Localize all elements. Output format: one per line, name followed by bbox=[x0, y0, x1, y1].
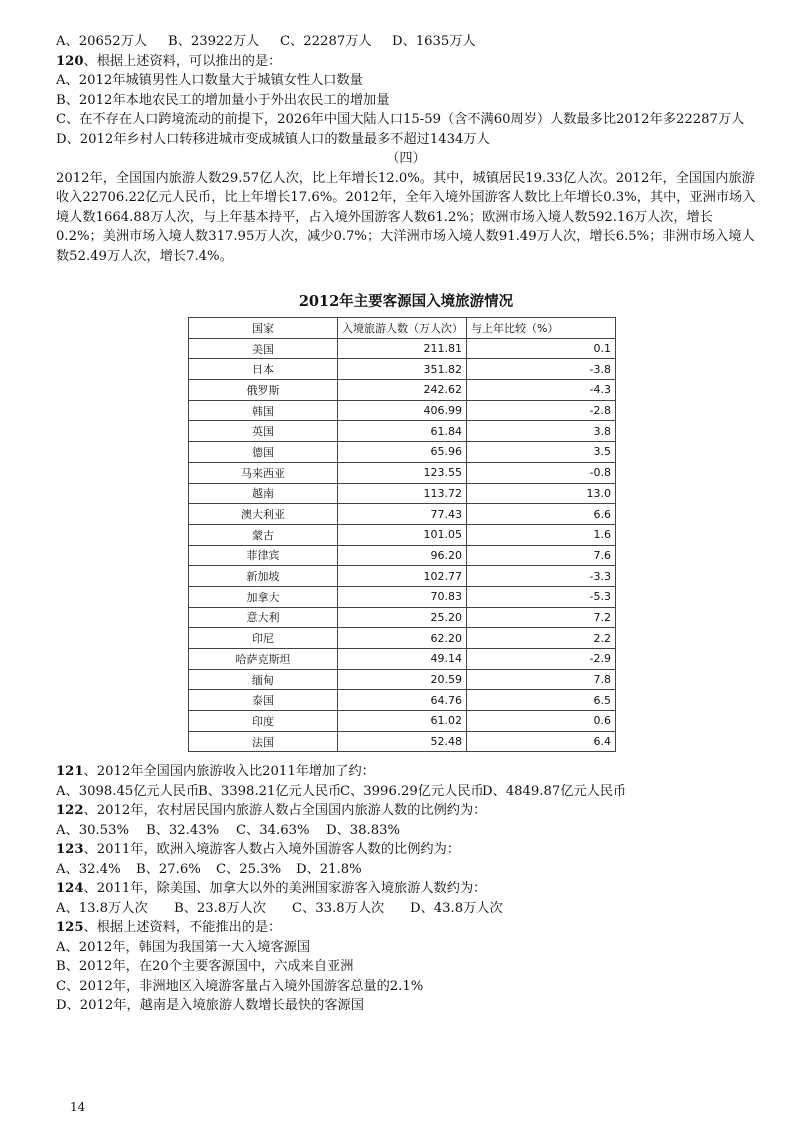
q121-option-a: A、3098.45亿元人民币 bbox=[56, 783, 200, 799]
q125-option-d: D、2012年，越南是入境旅游人数增长最快的客源国 bbox=[56, 998, 364, 1014]
passage: 2012年，全国国内旅游人数29.57亿人次，比上年增长12.0%。其中，城镇居民19.33亿人次。2012年，全国国内旅游收入22706.22亿元人民币，比上年增长17.6%。2012年，全年入境外国游客人数比上年增长0.3%，其中，亚洲市场入境人数1664.88万人次，与上年基本持平，占入境外国游客人数61.2%；欧洲市场入境人数592.16万人次，增长0.2%；美洲市场入境人数317.95万人次，减少0.7%；大洋洲市场入境人数91.49万人次，增长6.5%；非洲市场入境人数52.49万人次，增长7.4%。 bbox=[56, 170, 756, 264]
cell-country: 哈萨克斯坦 bbox=[189, 649, 338, 670]
q120-stem bbox=[56, 52, 756, 72]
q120-option-c: C、在不存在人口跨境流动的前提下，2026年中国大陆人口15-59（含不满60周岁）人数最多比2012年多22287万人 bbox=[56, 112, 745, 127]
q119-option-a: A、20652万人 bbox=[56, 34, 148, 49]
cell-country: 蒙古 bbox=[189, 524, 338, 545]
document-page bbox=[56, 32, 756, 1016]
q119-options bbox=[56, 32, 756, 52]
q125-option-a: A、2012年，韩国为我国第一大入境客源国 bbox=[56, 939, 311, 955]
q122-option-a: A、30.53% bbox=[56, 822, 129, 838]
table-row bbox=[189, 483, 616, 504]
table-row bbox=[189, 338, 616, 359]
cell-change: -5.3 bbox=[467, 586, 616, 607]
q125-stem-text: 、根据上述资料，不能推出的是： bbox=[83, 920, 282, 936]
cell-visitors: 102.77 bbox=[338, 566, 467, 587]
table-row bbox=[189, 711, 616, 732]
q124-option-a: A、13.8万人次 bbox=[56, 900, 148, 916]
inbound-tourism-table bbox=[188, 317, 616, 752]
q123-options bbox=[56, 860, 756, 880]
q125-option-c: C、2012年，非洲地区入境游客量占入境外国游客总量的2.1% bbox=[56, 978, 424, 994]
q121-option-b: B、3398.21亿元人民币 bbox=[198, 783, 342, 799]
table-row bbox=[189, 504, 616, 525]
table-row bbox=[189, 442, 616, 463]
table-title: 2012年主要客源国入境旅游情况 bbox=[298, 293, 514, 310]
cell-visitors: 61.84 bbox=[338, 421, 467, 442]
q120-option-b: B、2012年本地农民工的增加量小于外出农民工的增加量 bbox=[56, 92, 390, 108]
table-row bbox=[189, 380, 616, 401]
cell-change: 2.2 bbox=[467, 628, 616, 649]
cell-visitors: 242.62 bbox=[338, 380, 467, 401]
q122-option-d: D、38.83% bbox=[326, 822, 401, 838]
cell-country: 法国 bbox=[189, 731, 338, 752]
cell-change: 3.8 bbox=[467, 421, 616, 442]
q123-option-b: B、27.6% bbox=[136, 861, 201, 877]
q123-option-a: A、32.4% bbox=[56, 861, 121, 877]
cell-visitors: 77.43 bbox=[338, 504, 467, 525]
q125-stem bbox=[56, 918, 756, 938]
cell-visitors: 61.02 bbox=[338, 711, 467, 732]
q124-option-c: C、33.8万人次 bbox=[292, 900, 385, 916]
cell-visitors: 20.59 bbox=[338, 669, 467, 690]
q123-option-d: D、21.8% bbox=[296, 861, 362, 877]
cell-visitors: 96.20 bbox=[338, 545, 467, 566]
cell-change: 7.8 bbox=[467, 669, 616, 690]
cell-country: 英国 bbox=[189, 421, 338, 442]
q120-option-a: A、2012年城镇男性人口数量大于城镇女性人口数量 bbox=[56, 73, 363, 88]
cell-change: 6.6 bbox=[467, 504, 616, 525]
header-change: 与上年比较（%） bbox=[467, 318, 616, 339]
table-row bbox=[189, 669, 616, 690]
q122-number: 122 bbox=[56, 803, 84, 819]
cell-visitors: 211.81 bbox=[338, 338, 467, 359]
question-list bbox=[56, 762, 756, 918]
q120-option-d: D、2012年乡村人口转移进城市变成城镇人口的数量最多不超过1434万人 bbox=[56, 131, 490, 147]
q124-options bbox=[56, 899, 756, 919]
q121-option-c: C、3996.29亿元人民币 bbox=[340, 783, 484, 799]
q119-option-b: B、23922万人 bbox=[168, 34, 260, 49]
cell-visitors: 123.55 bbox=[338, 462, 467, 483]
q123-number: 123 bbox=[56, 842, 84, 858]
cell-country: 缅甸 bbox=[189, 669, 338, 690]
q121-number: 121 bbox=[56, 764, 84, 780]
q120-stem-text: 、根据上述资料，可以推出的是： bbox=[83, 53, 282, 69]
cell-country: 印尼 bbox=[189, 628, 338, 649]
cell-change: -4.3 bbox=[467, 380, 616, 401]
cell-change: -3.8 bbox=[467, 359, 616, 380]
cell-change: 7.6 bbox=[467, 545, 616, 566]
table-row bbox=[189, 607, 616, 628]
cell-country: 新加坡 bbox=[189, 566, 338, 587]
q121-stem-text: 、2012年全国国内旅游收入比2011年增加了约： bbox=[83, 764, 375, 780]
q123-stem-text: 、2011年，欧洲入境游客人数占入境外国游客人数的比例约为： bbox=[83, 842, 460, 858]
q122-stem-text: 、2012年，农村居民国内旅游人数占全国国内旅游人数的比例约为： bbox=[83, 803, 487, 819]
cell-visitors: 113.72 bbox=[338, 483, 467, 504]
q121-option-d: D、4849.87亿元人民币 bbox=[482, 783, 627, 799]
cell-change: 1.6 bbox=[467, 524, 616, 545]
cell-change: 6.5 bbox=[467, 690, 616, 711]
cell-country: 加拿大 bbox=[189, 586, 338, 607]
q125-number: 125 bbox=[56, 920, 84, 936]
table-row bbox=[189, 524, 616, 545]
q125-option-b: B、2012年，在20个主要客源国中，六成来自亚洲 bbox=[56, 959, 354, 975]
cell-visitors: 70.83 bbox=[338, 586, 467, 607]
cell-visitors: 25.20 bbox=[338, 607, 467, 628]
table-row bbox=[189, 731, 616, 752]
q122-stem bbox=[56, 801, 756, 821]
q122-option-b: B、32.43% bbox=[146, 822, 220, 838]
q121-options bbox=[56, 782, 756, 802]
section-label: （四） bbox=[386, 151, 426, 166]
cell-change: -3.3 bbox=[467, 566, 616, 587]
cell-country: 马来西亚 bbox=[189, 462, 338, 483]
q119-option-c: C、22287万人 bbox=[280, 34, 372, 49]
page-number: 14 bbox=[70, 1100, 86, 1114]
cell-country: 俄罗斯 bbox=[189, 380, 338, 401]
table-row bbox=[189, 628, 616, 649]
cell-country: 泰国 bbox=[189, 690, 338, 711]
cell-country: 日本 bbox=[189, 359, 338, 380]
cell-visitors: 406.99 bbox=[338, 400, 467, 421]
cell-visitors: 351.82 bbox=[338, 359, 467, 380]
cell-country: 澳大利亚 bbox=[189, 504, 338, 525]
cell-visitors: 52.48 bbox=[338, 731, 467, 752]
cell-country: 韩国 bbox=[189, 400, 338, 421]
cell-change: 6.4 bbox=[467, 731, 616, 752]
q123-option-c: C、25.3% bbox=[216, 861, 282, 877]
cell-visitors: 65.96 bbox=[338, 442, 467, 463]
cell-country: 菲律宾 bbox=[189, 545, 338, 566]
q124-stem-text: 、2011年，除美国、加拿大以外的美洲国家游客入境旅游人数约为： bbox=[83, 881, 487, 897]
cell-change: 3.5 bbox=[467, 442, 616, 463]
cell-change: 0.1 bbox=[467, 338, 616, 359]
cell-change: 7.2 bbox=[467, 607, 616, 628]
q123-stem bbox=[56, 840, 756, 860]
table-row bbox=[189, 421, 616, 442]
q122-options bbox=[56, 821, 756, 841]
table-row bbox=[189, 462, 616, 483]
header-visitors: 入境旅游人数（万人次） bbox=[338, 318, 467, 339]
q122-option-c: C、34.63% bbox=[236, 822, 310, 838]
table-row bbox=[189, 566, 616, 587]
q124-number: 124 bbox=[56, 881, 84, 897]
table-row bbox=[189, 690, 616, 711]
table-row bbox=[189, 649, 616, 670]
header-country: 国家 bbox=[189, 318, 338, 339]
table-row bbox=[189, 586, 616, 607]
cell-visitors: 49.14 bbox=[338, 649, 467, 670]
cell-visitors: 101.05 bbox=[338, 524, 467, 545]
q120-number: 120 bbox=[56, 53, 84, 69]
cell-country: 美国 bbox=[189, 338, 338, 359]
q121-stem bbox=[56, 762, 756, 782]
cell-country: 越南 bbox=[189, 483, 338, 504]
table-row bbox=[189, 545, 616, 566]
table-row bbox=[189, 359, 616, 380]
table-header-row bbox=[189, 318, 616, 339]
cell-change: -2.8 bbox=[467, 400, 616, 421]
cell-visitors: 64.76 bbox=[338, 690, 467, 711]
cell-country: 印度 bbox=[189, 711, 338, 732]
q124-option-b: B、23.8万人次 bbox=[174, 900, 266, 916]
cell-country: 德国 bbox=[189, 442, 338, 463]
cell-change: 0.6 bbox=[467, 711, 616, 732]
q119-option-d: D、1635万人 bbox=[392, 34, 476, 49]
q124-stem bbox=[56, 879, 756, 899]
q124-option-d: D、43.8万人次 bbox=[410, 900, 503, 916]
cell-visitors: 62.20 bbox=[338, 628, 467, 649]
cell-country: 意大利 bbox=[189, 607, 338, 628]
cell-change: -0.8 bbox=[467, 462, 616, 483]
cell-change: -2.9 bbox=[467, 649, 616, 670]
table-row bbox=[189, 400, 616, 421]
cell-change: 13.0 bbox=[467, 483, 616, 504]
